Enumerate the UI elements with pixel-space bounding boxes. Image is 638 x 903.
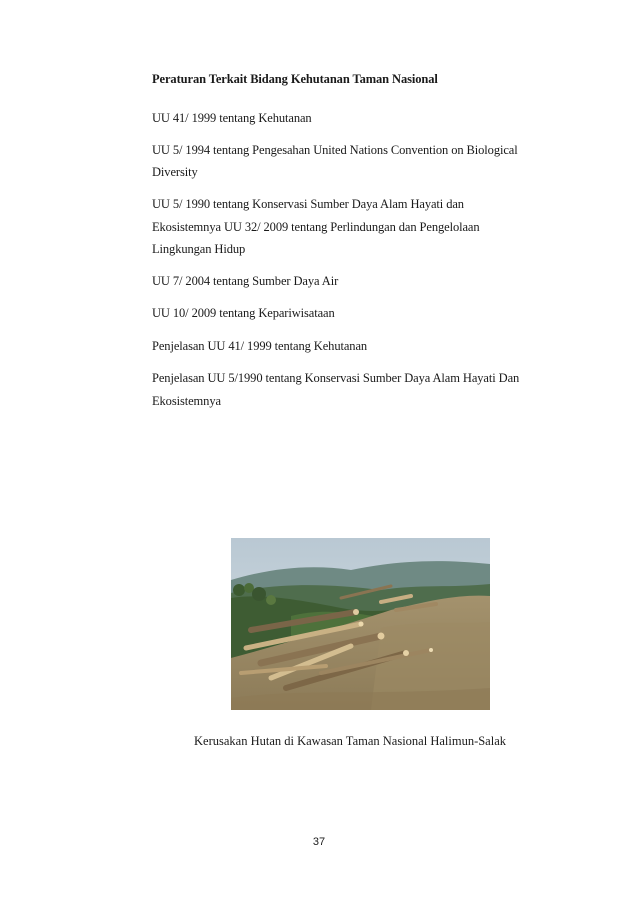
deforestation-photo [231,538,490,710]
regulation-line: UU 10/ 2009 tentang Kepariwisataan [152,306,335,320]
regulation-line-continued: Lingkungan Hidup [152,242,246,256]
regulation-line: UU 41/ 1999 tentang Kehutanan [152,111,312,125]
photo-caption: Kerusakan Hutan di Kawasan Taman Nasional Halimun-Salak [194,734,506,748]
regulation-line: UU 5/ 1994 tentang Pengesahan United Nations Convention on Biological [152,143,518,157]
regulation-line: Penjelasan UU 5/1990 tentang Konservasi Sumber Daya Alam Hayati Dan [152,371,520,385]
regulation-line: UU 7/ 2004 tentang Sumber Daya Air [152,274,339,288]
regulation-line: UU 5/ 1990 tentang Konservasi Sumber Daya Alam Hayati dan [152,197,464,211]
regulation-line: Ekosistemnya UU 32/ 2009 tentang Perlindungan dan Pengelolaan [152,220,480,234]
regulation-line: Penjelasan UU 41/ 1999 tentang Kehutanan [152,339,368,353]
regulation-line-continued: Diversity [152,165,198,179]
section-heading: Peraturan Terkait Bidang Kehutanan Taman Nasional [152,72,438,86]
page-number: 37 [312,836,326,848]
regulation-line-continued: Ekosistemnya [152,394,221,408]
